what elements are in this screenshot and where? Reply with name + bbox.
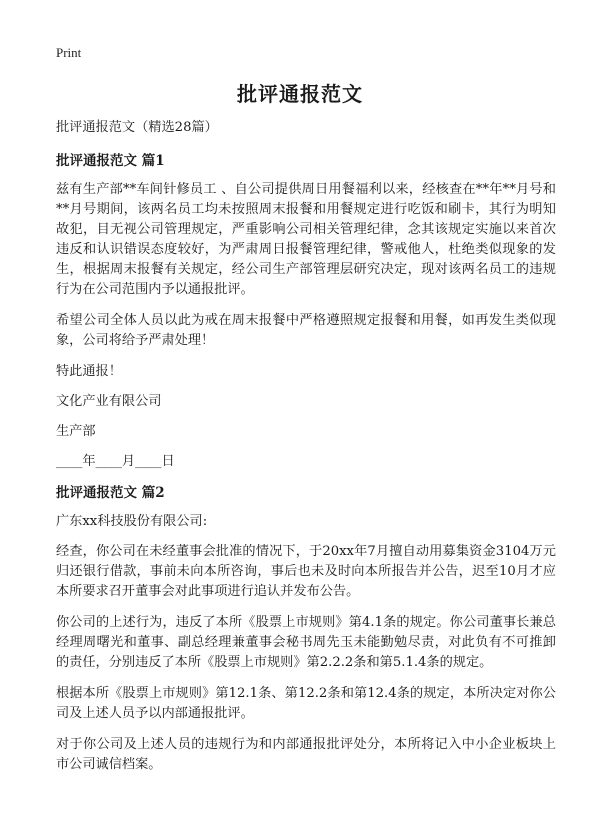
section-2-addressee: 广东xx科技股份有限公司: bbox=[56, 514, 208, 529]
section-2-paragraph-1: 经查，你公司在未经董事会批准的情况下，于20xx年7月擅自动用募集资金3104万元归还银行借款，事前未向本所咨询，事后也未及时向本所报告并公告，迟至10月才应本所要求召开董事会对此事项进行追认并发布公告。 bbox=[56, 544, 556, 599]
section-1-department: 生产部 bbox=[56, 424, 96, 439]
section-1-paragraph-2: 希望公司全体人员以此为戒在周末报餐中严格遵照规定报餐和用餐，如再发生类似现象，公司将给予严肃处理！ bbox=[56, 313, 556, 348]
section-1-date: ____年____月____日 bbox=[56, 454, 175, 469]
document-body bbox=[56, 118, 556, 786]
section-1-closing: 特此通报！ bbox=[56, 364, 122, 379]
section-2-paragraph-4: 对于你公司及上述人员的违规行为和内部通报批评处分，本所将记入中小企业板块上市公司诚信档案。 bbox=[56, 737, 556, 772]
section-2-heading: 批评通报范文 篇2 bbox=[56, 485, 165, 501]
document-title: 批评通报范文 bbox=[237, 82, 363, 106]
section-1-heading: 批评通报范文 篇1 bbox=[56, 153, 165, 169]
section-1-company: 文化产业有限公司 bbox=[56, 394, 162, 409]
section-2-paragraph-3: 根据本所《股票上市规则》第12.1条、第12.2条和第12.4条的规定，本所决定对你公司及上述人员予以内部通报批评。 bbox=[56, 686, 556, 721]
section-2-paragraph-2: 你公司的上述行为，违反了本所《股票上市规则》第4.1条的规定。你公司董事长兼总经理周曙光和董事、副总经理兼董事会秘书周先玉未能勤勉尽责，对此负有不可推卸的责任，分别违反了本所《股票上市规则》第2.2.2条和第5.1.4条的规定。 bbox=[56, 615, 556, 670]
section-1-paragraph-1: 兹有生产部**车间针修员工 、自公司提供周日用餐福利以来，经核查在**年**月号和**月号期间，该两名员工均未按照周末报餐和用餐规定进行吃饭和刷卡，其行为明知故犯，目无视公司管理规定，严重影响公司相关管理纪律，念其该规定实施以来首次违反和认识错误态度较好，为严肃周日报餐管理纪律，警戒他人，杜绝类似现象的发生，根据周末报餐有关规定，经公司生产部管理层研究决定，现对该两名员工的违规行为在公司范围内予以通报批评。 bbox=[56, 182, 556, 297]
print-link[interactable]: Print bbox=[56, 45, 82, 60]
document-subtitle: 批评通报范文（精选28篇） bbox=[56, 120, 218, 135]
